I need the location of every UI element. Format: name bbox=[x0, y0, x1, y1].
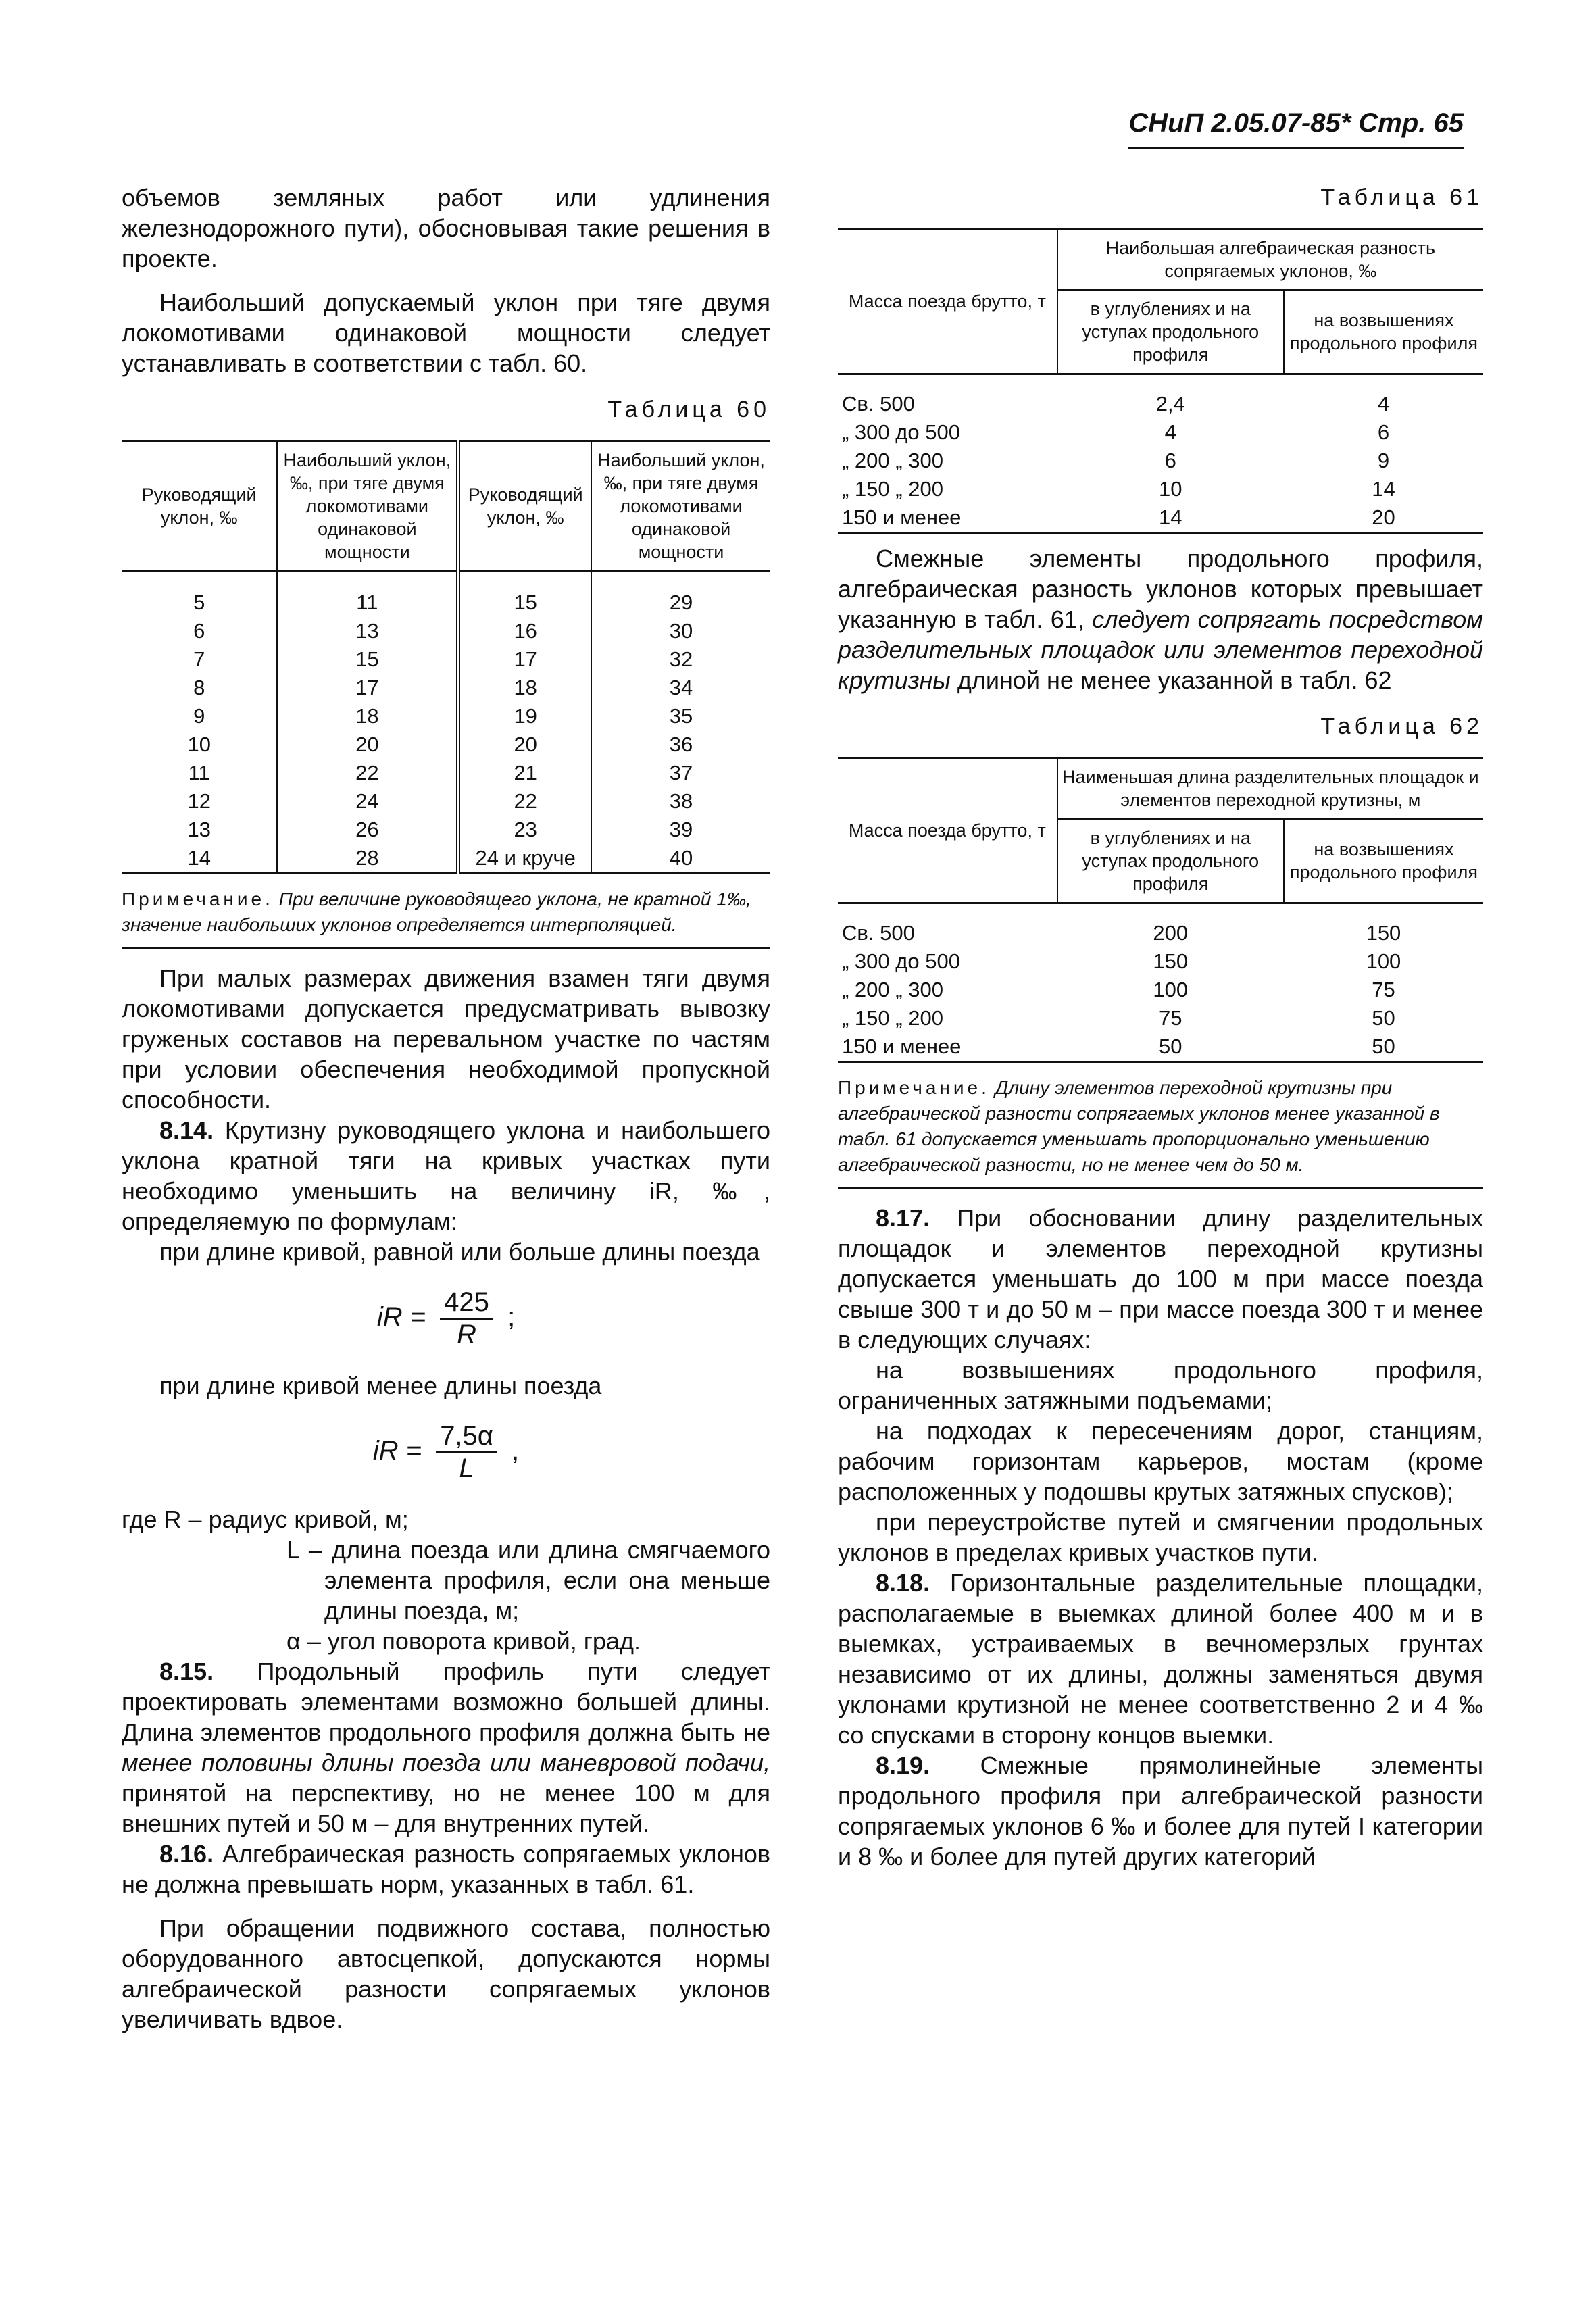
table-header: на возвышениях продольного профиля bbox=[1284, 819, 1483, 903]
table-header: Руководящий уклон, ‰ bbox=[122, 441, 277, 572]
table-row: „ 300 до 500 150 100 bbox=[842, 949, 1401, 973]
table-row: „ 150 „ 200 10 14 bbox=[842, 477, 1395, 501]
table-row: Св. 500 200 150 bbox=[842, 921, 1401, 945]
table-61-caption: Таблица 61 bbox=[1320, 184, 1483, 210]
note-label: Примечание. bbox=[838, 1077, 990, 1098]
table-60 bbox=[122, 440, 770, 874]
table-row: „ 300 до 500 4 6 bbox=[842, 420, 1390, 444]
table-row: „ 200 „ 300 6 9 bbox=[842, 449, 1390, 472]
formula-2: iR = $\frac{7,5\alpha}{L}$ , bbox=[372, 1421, 520, 1483]
section-8-14: 8.14. Крутизну руководящего уклона и наибольшего уклона кратной тяги на кривых участках пути необходимо уменьшить на величину iR, ‰, определяемую по формулам: bbox=[122, 1116, 770, 1235]
table-header: Наибольший уклон, ‰, при тяге двумя локомотивами одинаковой мощности bbox=[277, 441, 458, 572]
right-column bbox=[838, 182, 1483, 1872]
legend-alpha: α – угол поворота кривой, град. bbox=[286, 1627, 641, 1655]
table-row: 150 и менее 14 20 bbox=[842, 505, 1395, 529]
table-row: 12 24 22 38 bbox=[122, 787, 770, 816]
section-8-19: 8.19. Смежные прямолинейные элементы продольного профиля при алгебраической разности сопрягаемых уклонов 6 ‰ и более для путей I категории и 8 ‰ и более для путей других категорий bbox=[838, 1751, 1483, 1870]
table-row: 8 17 18 34 bbox=[122, 674, 770, 702]
paragraph: При обращении подвижного состава, полностью оборудованного автосцепкой, допускаются нормы алгебраической разности сопрягаемых уклонов увеличивать вдвое. bbox=[122, 1914, 770, 2033]
table-row: 14 28 24 и круче 40 bbox=[122, 844, 770, 874]
table-header: в углублениях и на уступах продольного профиля bbox=[1057, 290, 1284, 374]
table-header: Масса поезда брутто, т bbox=[838, 758, 1057, 903]
paragraph: Смежные элементы продольного профиля, алгебраическая разность уклонов которых превышает указанную в табл. 61, следует сопрягать посредством разделительных площадок или элементов переходной крутизны длиной не менее указанной в табл. 62 bbox=[838, 545, 1483, 694]
left-column bbox=[122, 182, 770, 2035]
table-header: Наибольший уклон, ‰, при тяге двумя локомотивами одинаковой мощности bbox=[591, 441, 770, 572]
section-8-15: 8.15. Продольный профиль пути следует проектировать элементами возможно большей длины. Длина элементов продольного профиля должна быть не менее половины длины поезда или маневровой подачи, принятой на перспективу, но не менее 100 м для внешних путей и 50 м – для внутренних путей. bbox=[122, 1658, 770, 1837]
table-header: в углублениях и на уступах продольного профиля bbox=[1057, 819, 1284, 903]
paragraph: объемов земляных работ или удлинения железнодорожного пути), обосновывая такие решения в проекте. bbox=[122, 184, 770, 272]
table-header: Наименьшая длина разделительных площадок и элементов переходной крутизны, м bbox=[1057, 758, 1483, 820]
page-header: СНиП 2.05.07-85* Стр. 65 bbox=[1128, 108, 1464, 149]
table-row: 6 13 16 30 bbox=[122, 617, 770, 645]
table-row: 10 20 20 36 bbox=[122, 730, 770, 759]
table-row: „ 200 „ 300 100 75 bbox=[842, 978, 1395, 1001]
paragraph: на подходах к пересечениям дорог, станциям, рабочим горизонтам карьеров, мостам (кроме расположенных у подошвы крутых затяжных спусков); bbox=[838, 1417, 1483, 1505]
legend-l: L – длина поезда или длина смягчаемого элемента профиля, если она меньше длины поезда, м; bbox=[286, 1536, 770, 1624]
table-62-caption: Таблица 62 bbox=[1320, 714, 1483, 739]
table-62-note bbox=[838, 1075, 1483, 1189]
table-header: на возвышениях продольного профиля bbox=[1284, 290, 1483, 374]
paragraph: при длине кривой, равной или больше длины поезда bbox=[159, 1238, 760, 1266]
table-60-caption: Таблица 60 bbox=[607, 397, 770, 422]
note-text: При величине руководящего уклона, не кратной 1‰, значение наибольших уклонов определяется интерполяцией. bbox=[122, 889, 751, 935]
table-61 bbox=[838, 228, 1483, 534]
table-row: Св. 500 2,4 4 bbox=[842, 392, 1390, 416]
table-row: „ 150 „ 200 75 50 bbox=[842, 1006, 1395, 1030]
table-row: 150 и менее 50 50 bbox=[842, 1035, 1395, 1058]
table-row: 9 18 19 35 bbox=[122, 702, 770, 730]
paragraph: При малых размерах движения взамен тяги двумя локомотивами допускается предусматривать вывозку груженых составов на перевальном участке по частям при условии обеспечения необходимой пропускной способности. bbox=[122, 964, 770, 1114]
section-8-18: 8.18. Горизонтальные разделительные площадки, располагаемые в выемках длиной более 400 м и в выемках, устраиваемых в вечномерзлых грунтах независимо от их длины, должны заменяться двумя уклонами крутизной не менее соответственно 2 и 4 ‰ со спусками в сторону концов выемки. bbox=[838, 1569, 1483, 1749]
table-header: Руководящий уклон, ‰ bbox=[458, 441, 591, 572]
table-row: 13 26 23 39 bbox=[122, 816, 770, 844]
note-label: Примечание. bbox=[122, 889, 274, 910]
table-60-note bbox=[122, 887, 770, 949]
paragraph: Наибольший допускаемый уклон при тяге двумя локомотивами одинаковой мощности следует устанавливать в соответствии с табл. 60. bbox=[122, 289, 770, 377]
note-text: Длину элементов переходной крутизны при алгебраической разности сопрягаемых уклонов менее указанной в табл. 61 допускается уменьшать пропорционально уменьшению алгебраической разности, но не менее чем до 50 м. bbox=[838, 1077, 1440, 1175]
paragraph: на возвышениях продольного профиля, ограниченных затяжными подъемами; bbox=[838, 1356, 1483, 1414]
table-62 bbox=[838, 757, 1483, 1063]
table-row: 7 15 17 32 bbox=[122, 645, 770, 674]
table-header: Наибольшая алгебраическая разность сопрягаемых уклонов, ‰ bbox=[1057, 229, 1483, 291]
table-row: 5 11 15 29 bbox=[122, 572, 770, 618]
table-header: Масса поезда брутто, т bbox=[838, 229, 1057, 374]
section-8-17: 8.17. При обосновании длину разделительных площадок и элементов переходной крутизны допускается уменьшать до 100 м при массе поезда свыше 300 т и до 50 м – при массе поезда 300 т и менее в следующих случаях: bbox=[838, 1204, 1483, 1353]
formula-1: iR = $\frac{425}{R}$ ; bbox=[376, 1287, 516, 1349]
paragraph: при переустройстве путей и смягчении продольных уклонов в пределах кривых участков пути. bbox=[838, 1508, 1483, 1566]
legend-r: где R – радиус кривой, м; bbox=[122, 1505, 409, 1533]
section-8-16: 8.16. Алгебраическая разность сопрягаемых уклонов не должна превышать норм, указанных в табл. 61. bbox=[122, 1840, 770, 1898]
table-row: 11 22 21 37 bbox=[122, 759, 770, 787]
paragraph: при длине кривой менее длины поезда bbox=[159, 1372, 602, 1399]
